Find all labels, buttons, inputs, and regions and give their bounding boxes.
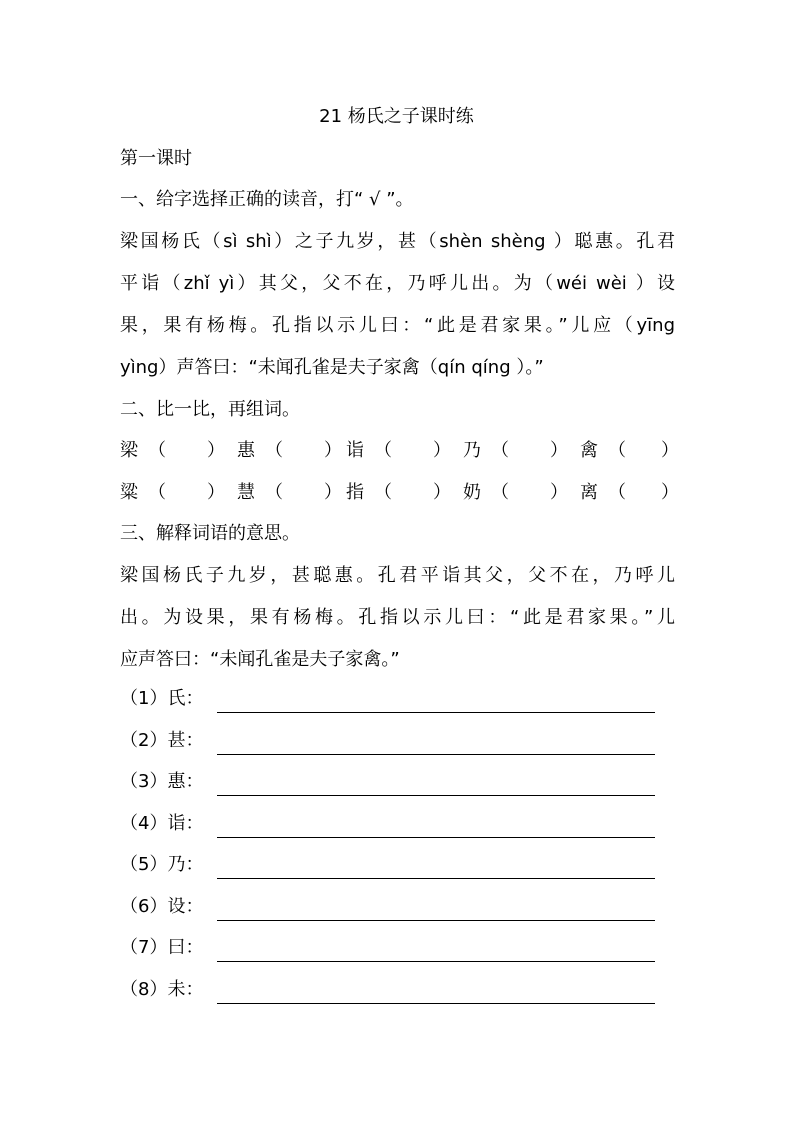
close-paren: ） xyxy=(324,482,342,503)
answer-line[interactable] xyxy=(217,920,655,921)
question-row xyxy=(120,977,655,1007)
question-label: （3）惠： xyxy=(120,771,204,792)
close-paren: ） xyxy=(550,482,568,503)
close-paren: ） xyxy=(433,440,451,461)
compare-char: 慧 xyxy=(237,482,255,503)
question-label: （6）设： xyxy=(120,896,204,917)
answer-line[interactable] xyxy=(217,878,655,879)
close-paren: ） xyxy=(207,440,225,461)
answer-line[interactable] xyxy=(217,712,655,713)
open-paren: （ xyxy=(148,482,166,503)
open-paren: （ xyxy=(491,440,509,461)
close-paren: ） xyxy=(661,440,679,461)
open-paren: （ xyxy=(265,440,283,461)
page-title: 21 杨氏之子课时练 xyxy=(319,106,474,127)
compare-char: 诣 xyxy=(346,440,364,461)
question-row xyxy=(120,769,655,799)
answer-line[interactable] xyxy=(217,837,655,838)
lesson-label: 第一课时 xyxy=(120,148,192,169)
compare-row-1 xyxy=(120,438,679,464)
section1-line: 平诣（zhǐ yì）其父，父不在，乃呼儿出。为（wéi wèi ）设 xyxy=(120,273,675,294)
question-row xyxy=(120,935,655,965)
close-paren: ） xyxy=(661,482,679,503)
answer-line[interactable] xyxy=(217,1003,655,1004)
question-label: （7）曰： xyxy=(120,937,204,958)
question-row xyxy=(120,894,655,924)
compare-char: 离 xyxy=(580,482,598,503)
section2-heading: 二、比一比，再组词。 xyxy=(120,399,300,420)
compare-char: 指 xyxy=(346,482,364,503)
question-label: （8）未： xyxy=(120,979,204,1000)
question-row xyxy=(120,728,655,758)
question-row xyxy=(120,811,655,841)
compare-char: 乃 xyxy=(463,440,481,461)
open-paren: （ xyxy=(148,440,166,461)
compare-char: 梁 xyxy=(120,440,138,461)
open-paren: （ xyxy=(491,482,509,503)
compare-row-2 xyxy=(120,480,679,506)
passage-line: 出。为设果，果有杨梅。孔指以示儿曰：“此是君家果。”儿 xyxy=(120,607,675,628)
question-label: （1）氏： xyxy=(120,688,204,709)
compare-char: 粱 xyxy=(120,482,138,503)
question-row xyxy=(120,852,655,882)
compare-char: 禽 xyxy=(580,440,598,461)
open-paren: （ xyxy=(608,482,626,503)
answer-line[interactable] xyxy=(217,795,655,796)
section1-line: 果，果有杨梅。孔指以示儿曰：“此是君家果。”儿应（yīng xyxy=(120,315,675,336)
compare-char: 奶 xyxy=(463,482,481,503)
question-label: （4）诣： xyxy=(120,813,204,834)
open-paren: （ xyxy=(374,482,392,503)
answer-line[interactable] xyxy=(217,754,655,755)
question-label: （5）乃： xyxy=(120,854,204,875)
passage-line: 应声答曰：“未闻孔雀是夫子家禽。” xyxy=(120,649,400,670)
close-paren: ） xyxy=(324,440,342,461)
close-paren: ） xyxy=(207,482,225,503)
section1-heading: 一、给字选择正确的读音，打“ √ ”。 xyxy=(120,189,414,210)
compare-char: 惠 xyxy=(237,440,255,461)
answer-line[interactable] xyxy=(217,961,655,962)
open-paren: （ xyxy=(265,482,283,503)
section1-line: yìng）声答曰：“未闻孔雀是夫子家禽（qín qíng ）。” xyxy=(120,357,544,378)
question-row xyxy=(120,686,655,716)
question-label: （2）甚： xyxy=(120,730,204,751)
close-paren: ） xyxy=(550,440,568,461)
section1-line: 梁国杨氏（sì shì）之子九岁，甚（shèn shèng ）聪惠。孔君 xyxy=(120,231,675,252)
open-paren: （ xyxy=(374,440,392,461)
section3-heading: 三、解释词语的意思。 xyxy=(120,523,300,544)
passage-line: 梁国杨氏子九岁，甚聪惠。孔君平诣其父，父不在，乃呼儿 xyxy=(120,565,675,586)
close-paren: ） xyxy=(433,482,451,503)
open-paren: （ xyxy=(608,440,626,461)
